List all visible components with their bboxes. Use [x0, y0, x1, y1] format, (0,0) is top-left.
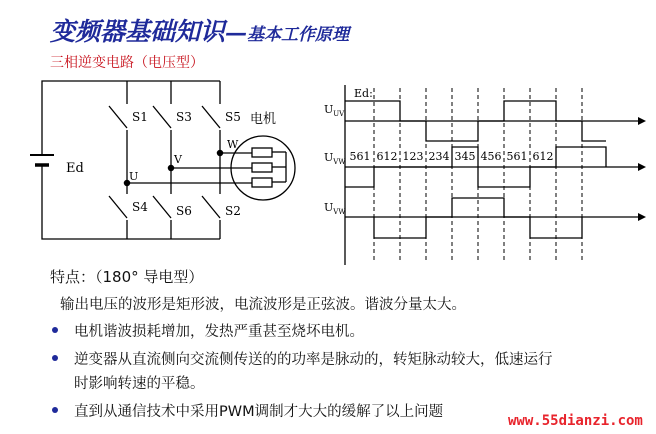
switch-s2 — [202, 196, 220, 218]
row-label-3: $U_{VW}$ — [324, 201, 346, 216]
sector-label: 612 — [532, 150, 554, 163]
sector-label: 612 — [376, 150, 398, 163]
node-v-dot — [168, 165, 173, 170]
intro-text: 输出电压的波形是矩形波，电流波形是正弦波。谐波分量太大。 — [60, 297, 466, 313]
bullet-1: 电机谐波损耗增加，发热严重甚至烧坏电机。 — [74, 324, 364, 340]
motor-winding-3 — [252, 178, 272, 187]
bullet-3: 直到从通信技术中采用PWM调制才大大的缓解了以上问题 — [74, 404, 444, 420]
sector-label: 561 — [506, 150, 528, 163]
node-w-dot — [217, 150, 222, 155]
node-label-v: V — [174, 153, 182, 166]
bullet-dot — [52, 327, 58, 333]
sector-label: 561 — [349, 150, 371, 163]
row-label-1: $U_{UV}$ — [324, 103, 345, 118]
dc-bus-top — [42, 81, 220, 138]
switch-label-s3: S3 — [176, 110, 192, 124]
title-sub: 基本工作原理 — [247, 25, 350, 45]
watermark: www.55dianzi.com — [508, 413, 643, 429]
switch-label-s1: S1 — [132, 110, 148, 124]
dc-bus-bottom — [42, 178, 220, 239]
bullet-dot — [52, 355, 58, 361]
switch-label-s6: S6 — [176, 204, 192, 218]
node-label-u: U — [129, 170, 139, 183]
waveform-chart — [324, 85, 646, 265]
switch-s3 — [153, 106, 171, 128]
bullet-2: 逆变器从直流侧向交流侧传送的的功率是脉动的，转矩脉动较大，低速运行 — [74, 352, 553, 368]
feature-heading: 特点：（180° 导电型） — [50, 268, 204, 286]
sector-label: 123 — [402, 150, 424, 163]
switch-s6 — [153, 196, 171, 218]
sector-label: 345 — [454, 150, 476, 163]
three-phase-inverter-circuit — [30, 81, 295, 239]
ed-label: Ed: — [354, 87, 373, 100]
bullet-2-continued: 时影响转速的平稳。 — [74, 376, 205, 392]
motor-winding-1 — [252, 148, 272, 157]
row-label-2: $U_{VW}$ — [324, 151, 346, 166]
node-label-w: W — [227, 138, 239, 151]
switch-s5 — [202, 106, 220, 128]
switch-s4 — [109, 196, 127, 218]
motor-label: 电机 — [250, 112, 277, 127]
switch-label-s2: S2 — [225, 204, 241, 218]
switch-label-s5: S5 — [225, 110, 241, 124]
title-dash: — — [225, 20, 248, 46]
subtitle: 三相逆变电路（电压型） — [50, 55, 204, 71]
sector-label: 234 — [428, 150, 450, 163]
motor-winding-2 — [252, 163, 272, 172]
sector-dividers — [374, 88, 582, 262]
bullet-dot — [52, 407, 58, 413]
title-main: 变频器基础知识 — [50, 17, 226, 46]
sector-label: 456 — [480, 150, 502, 163]
source-label: Ed — [66, 161, 84, 176]
switch-s1 — [109, 106, 127, 128]
switch-label-s4: S4 — [132, 200, 148, 214]
